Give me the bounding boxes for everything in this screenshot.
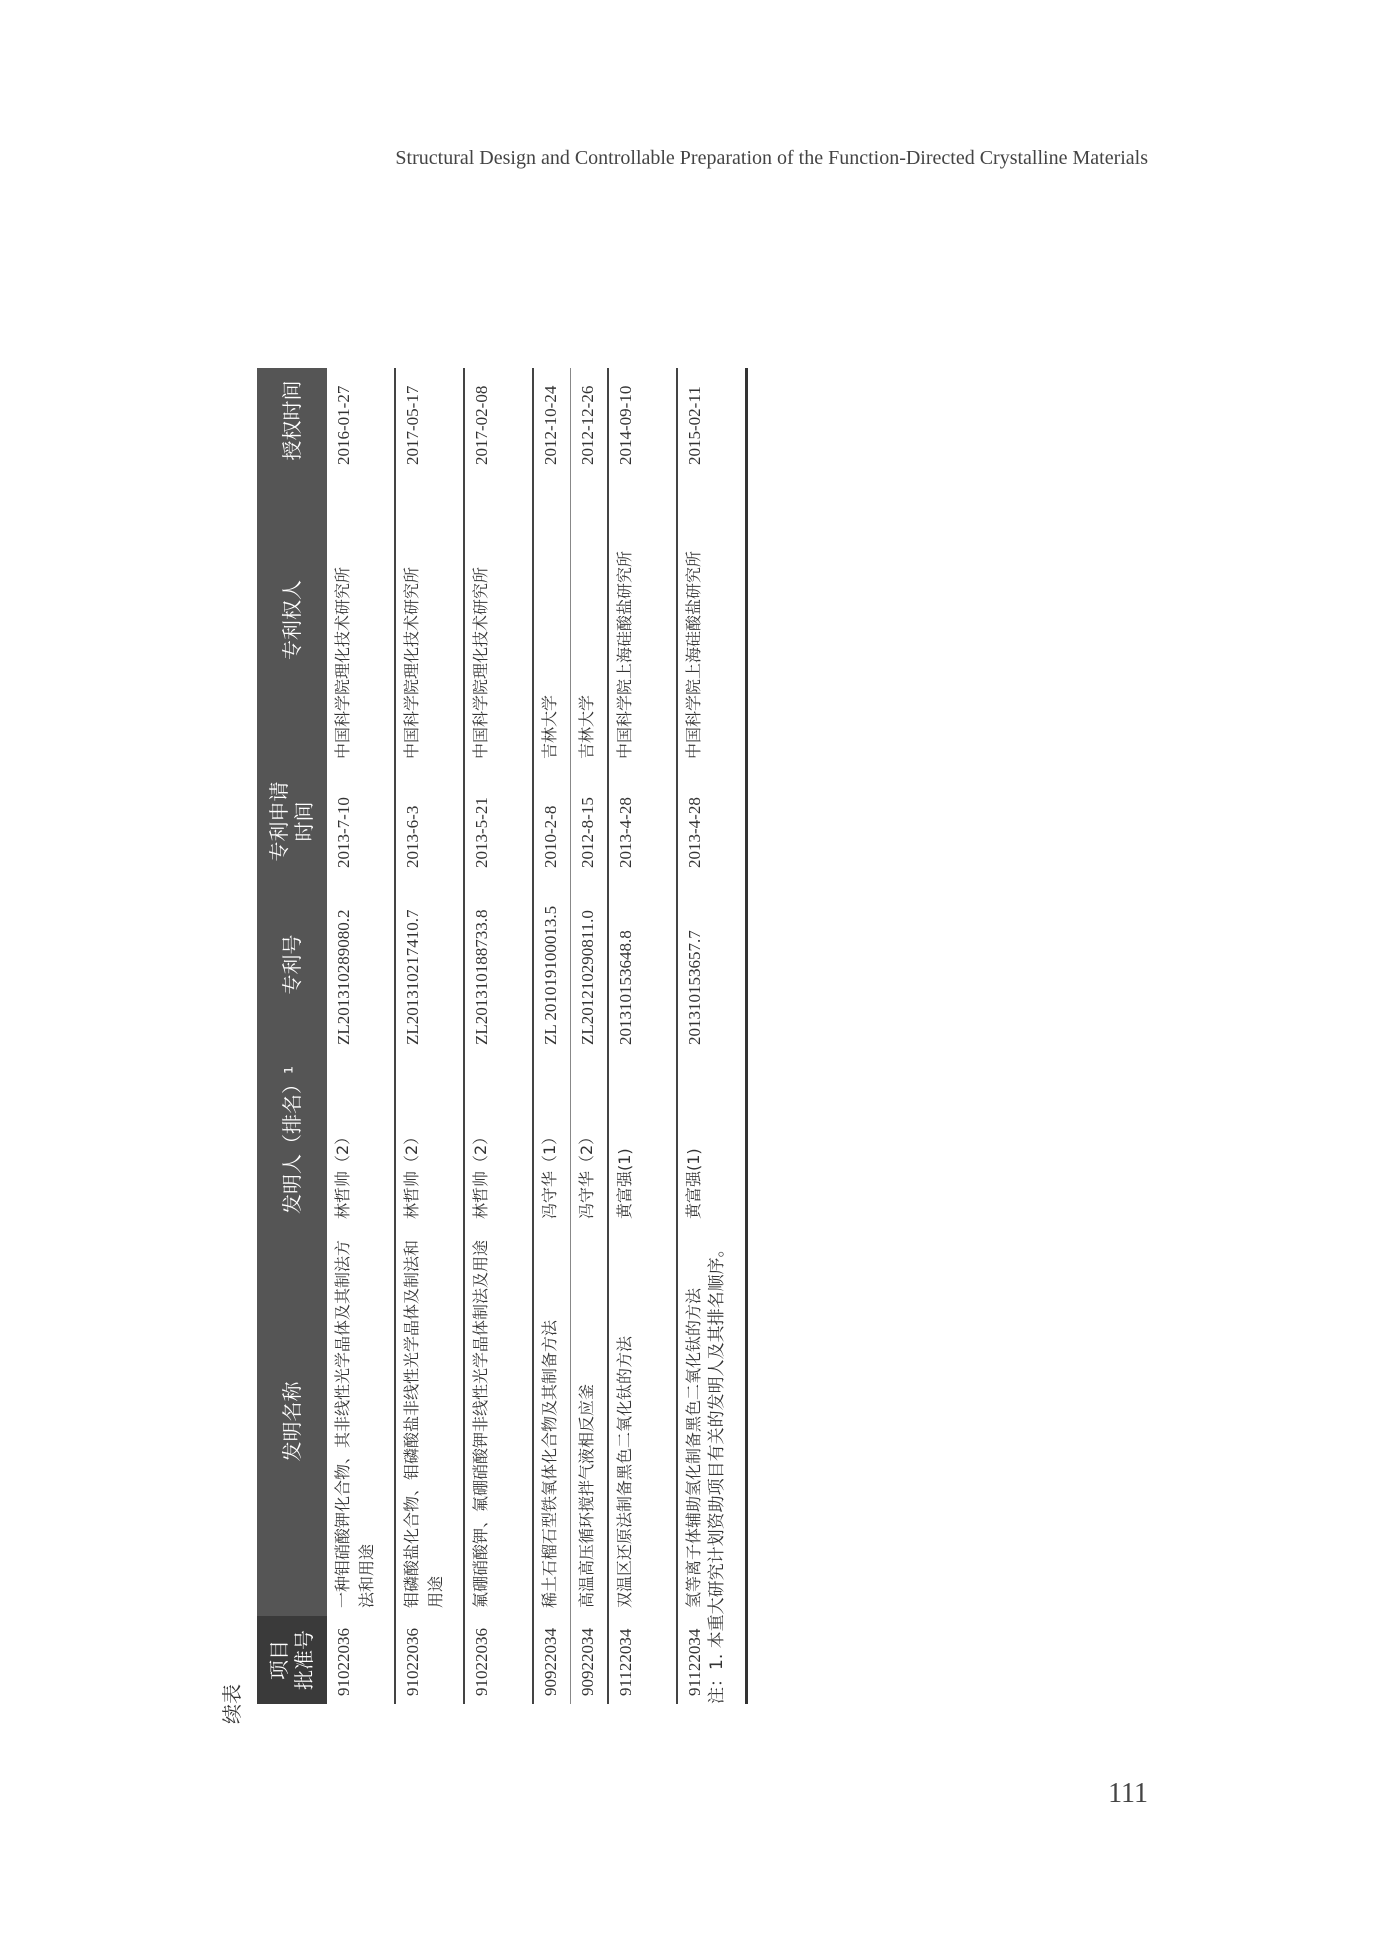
header-inventor-rank: 发明人（排名）¹ xyxy=(257,1053,327,1227)
table-row xyxy=(571,368,609,1704)
cell-project-number: 90922034 xyxy=(571,1616,609,1704)
cell-invention-name: 氟硼硝酸钾、氟硼硝酸钾非线性光学晶体制法及用途 xyxy=(464,1227,533,1616)
page-number: 111 xyxy=(1108,1778,1148,1809)
header-project-number: 项目 批准号 xyxy=(257,1616,327,1704)
cell-invention-name: 双温区还原法制备黑色二氧化钛的方法 xyxy=(608,1227,677,1616)
cell-invention-name: 高温高压循环搅拌气液相反应釜 xyxy=(571,1227,609,1616)
cell-application-date: 2013-5-21 xyxy=(464,767,533,876)
cell-project-number: 91022036 xyxy=(464,1616,533,1704)
table-row xyxy=(395,368,464,1704)
cell-inventor-rank: 林哲帅（2） xyxy=(395,1053,464,1227)
patent-table xyxy=(257,368,748,1704)
table-header-row xyxy=(257,368,327,1704)
table-row xyxy=(464,368,533,1704)
cell-project-number: 91022036 xyxy=(327,1616,395,1704)
cell-application-date: 2013-7-10 xyxy=(327,767,395,876)
cell-patent-holder: 吉林大学 xyxy=(571,473,609,767)
cell-patent-number: ZL201310289080.2 xyxy=(327,876,395,1053)
header-grant-date: 授权时间 xyxy=(257,368,327,473)
cell-patent-number: 201310153648.8 xyxy=(608,876,677,1053)
running-header: Structural Design and Controllable Preparation of the Function-Directed Crystalline Materials xyxy=(395,147,1148,169)
cell-grant-date: 2015-02-11 xyxy=(677,368,747,473)
header-application-date: 专利申请 时间 xyxy=(257,767,327,876)
cell-application-date: 2010-2-8 xyxy=(533,767,571,876)
cell-inventor-rank: 林哲帅（2） xyxy=(327,1053,395,1227)
cell-grant-date: 2017-05-17 xyxy=(395,368,464,473)
cell-inventor-rank: 冯守华（2） xyxy=(571,1053,609,1227)
cell-patent-number: 201310153657.7 xyxy=(677,876,747,1053)
cell-grant-date: 2012-12-26 xyxy=(571,368,609,473)
cell-project-number: 91122034 xyxy=(608,1616,677,1704)
cell-project-number: 91022036 xyxy=(395,1616,464,1704)
cell-patent-holder: 吉林大学 xyxy=(533,473,571,767)
cell-invention-name: 氢等离子体辅助氢化制备黑色二氧化钛的方法 xyxy=(677,1227,747,1616)
cell-patent-holder: 中国科学院理化技术研究所 xyxy=(327,473,395,767)
cell-invention-name: 一种钼硝酸钾化合物、其非线性光学晶体及其制法方法和用途 xyxy=(327,1227,395,1616)
cell-project-number: 91122034 xyxy=(677,1616,747,1704)
cell-patent-holder: 中国科学院上海硅酸盐研究所 xyxy=(608,473,677,767)
cell-grant-date: 2014-09-10 xyxy=(608,368,677,473)
table-footnote: 注：1. 本重大研究计划资助项目有关的发明人及其排名顺序。 xyxy=(707,1240,727,1704)
table-row xyxy=(533,368,571,1704)
rotated-content xyxy=(216,368,736,1724)
rotated-table-area xyxy=(216,368,736,1724)
cell-patent-number: ZL201210290811.0 xyxy=(571,876,609,1053)
cell-application-date: 2013-4-28 xyxy=(677,767,747,876)
table-row xyxy=(327,368,395,1704)
cell-inventor-rank: 黄富强(1) xyxy=(677,1053,747,1227)
header-patent-number: 专利号 xyxy=(257,876,327,1053)
continued-label: 续表 xyxy=(220,1684,244,1724)
cell-patent-number: ZL 201019100013.5 xyxy=(533,876,571,1053)
cell-application-date: 2013-6-3 xyxy=(395,767,464,876)
header-invention-name: 发明名称 xyxy=(257,1227,327,1616)
table-row xyxy=(608,368,677,1704)
header-patent-holder: 专利权人 xyxy=(257,473,327,767)
cell-grant-date: 2017-02-08 xyxy=(464,368,533,473)
cell-patent-holder: 中国科学院理化技术研究所 xyxy=(395,473,464,767)
cell-inventor-rank: 冯守华（1） xyxy=(533,1053,571,1227)
cell-invention-name: 稀土石榴石型铁氧体化合物及其制备方法 xyxy=(533,1227,571,1616)
cell-application-date: 2013-4-28 xyxy=(608,767,677,876)
cell-application-date: 2012-8-15 xyxy=(571,767,609,876)
cell-project-number: 90922034 xyxy=(533,1616,571,1704)
cell-patent-holder: 中国科学院上海硅酸盐研究所 xyxy=(677,473,747,767)
cell-inventor-rank: 林哲帅（2） xyxy=(464,1053,533,1227)
cell-grant-date: 2012-10-24 xyxy=(533,368,571,473)
cell-patent-number: ZL201310217410.7 xyxy=(395,876,464,1053)
cell-inventor-rank: 黄富强(1) xyxy=(608,1053,677,1227)
cell-grant-date: 2016-01-27 xyxy=(327,368,395,473)
cell-patent-number: ZL201310188733.8 xyxy=(464,876,533,1053)
cell-invention-name: 钼磷酸盐化合物、钼磷酸盐非线性光学晶体及制法和用途 xyxy=(395,1227,464,1616)
cell-patent-holder: 中国科学院理化技术研究所 xyxy=(464,473,533,767)
